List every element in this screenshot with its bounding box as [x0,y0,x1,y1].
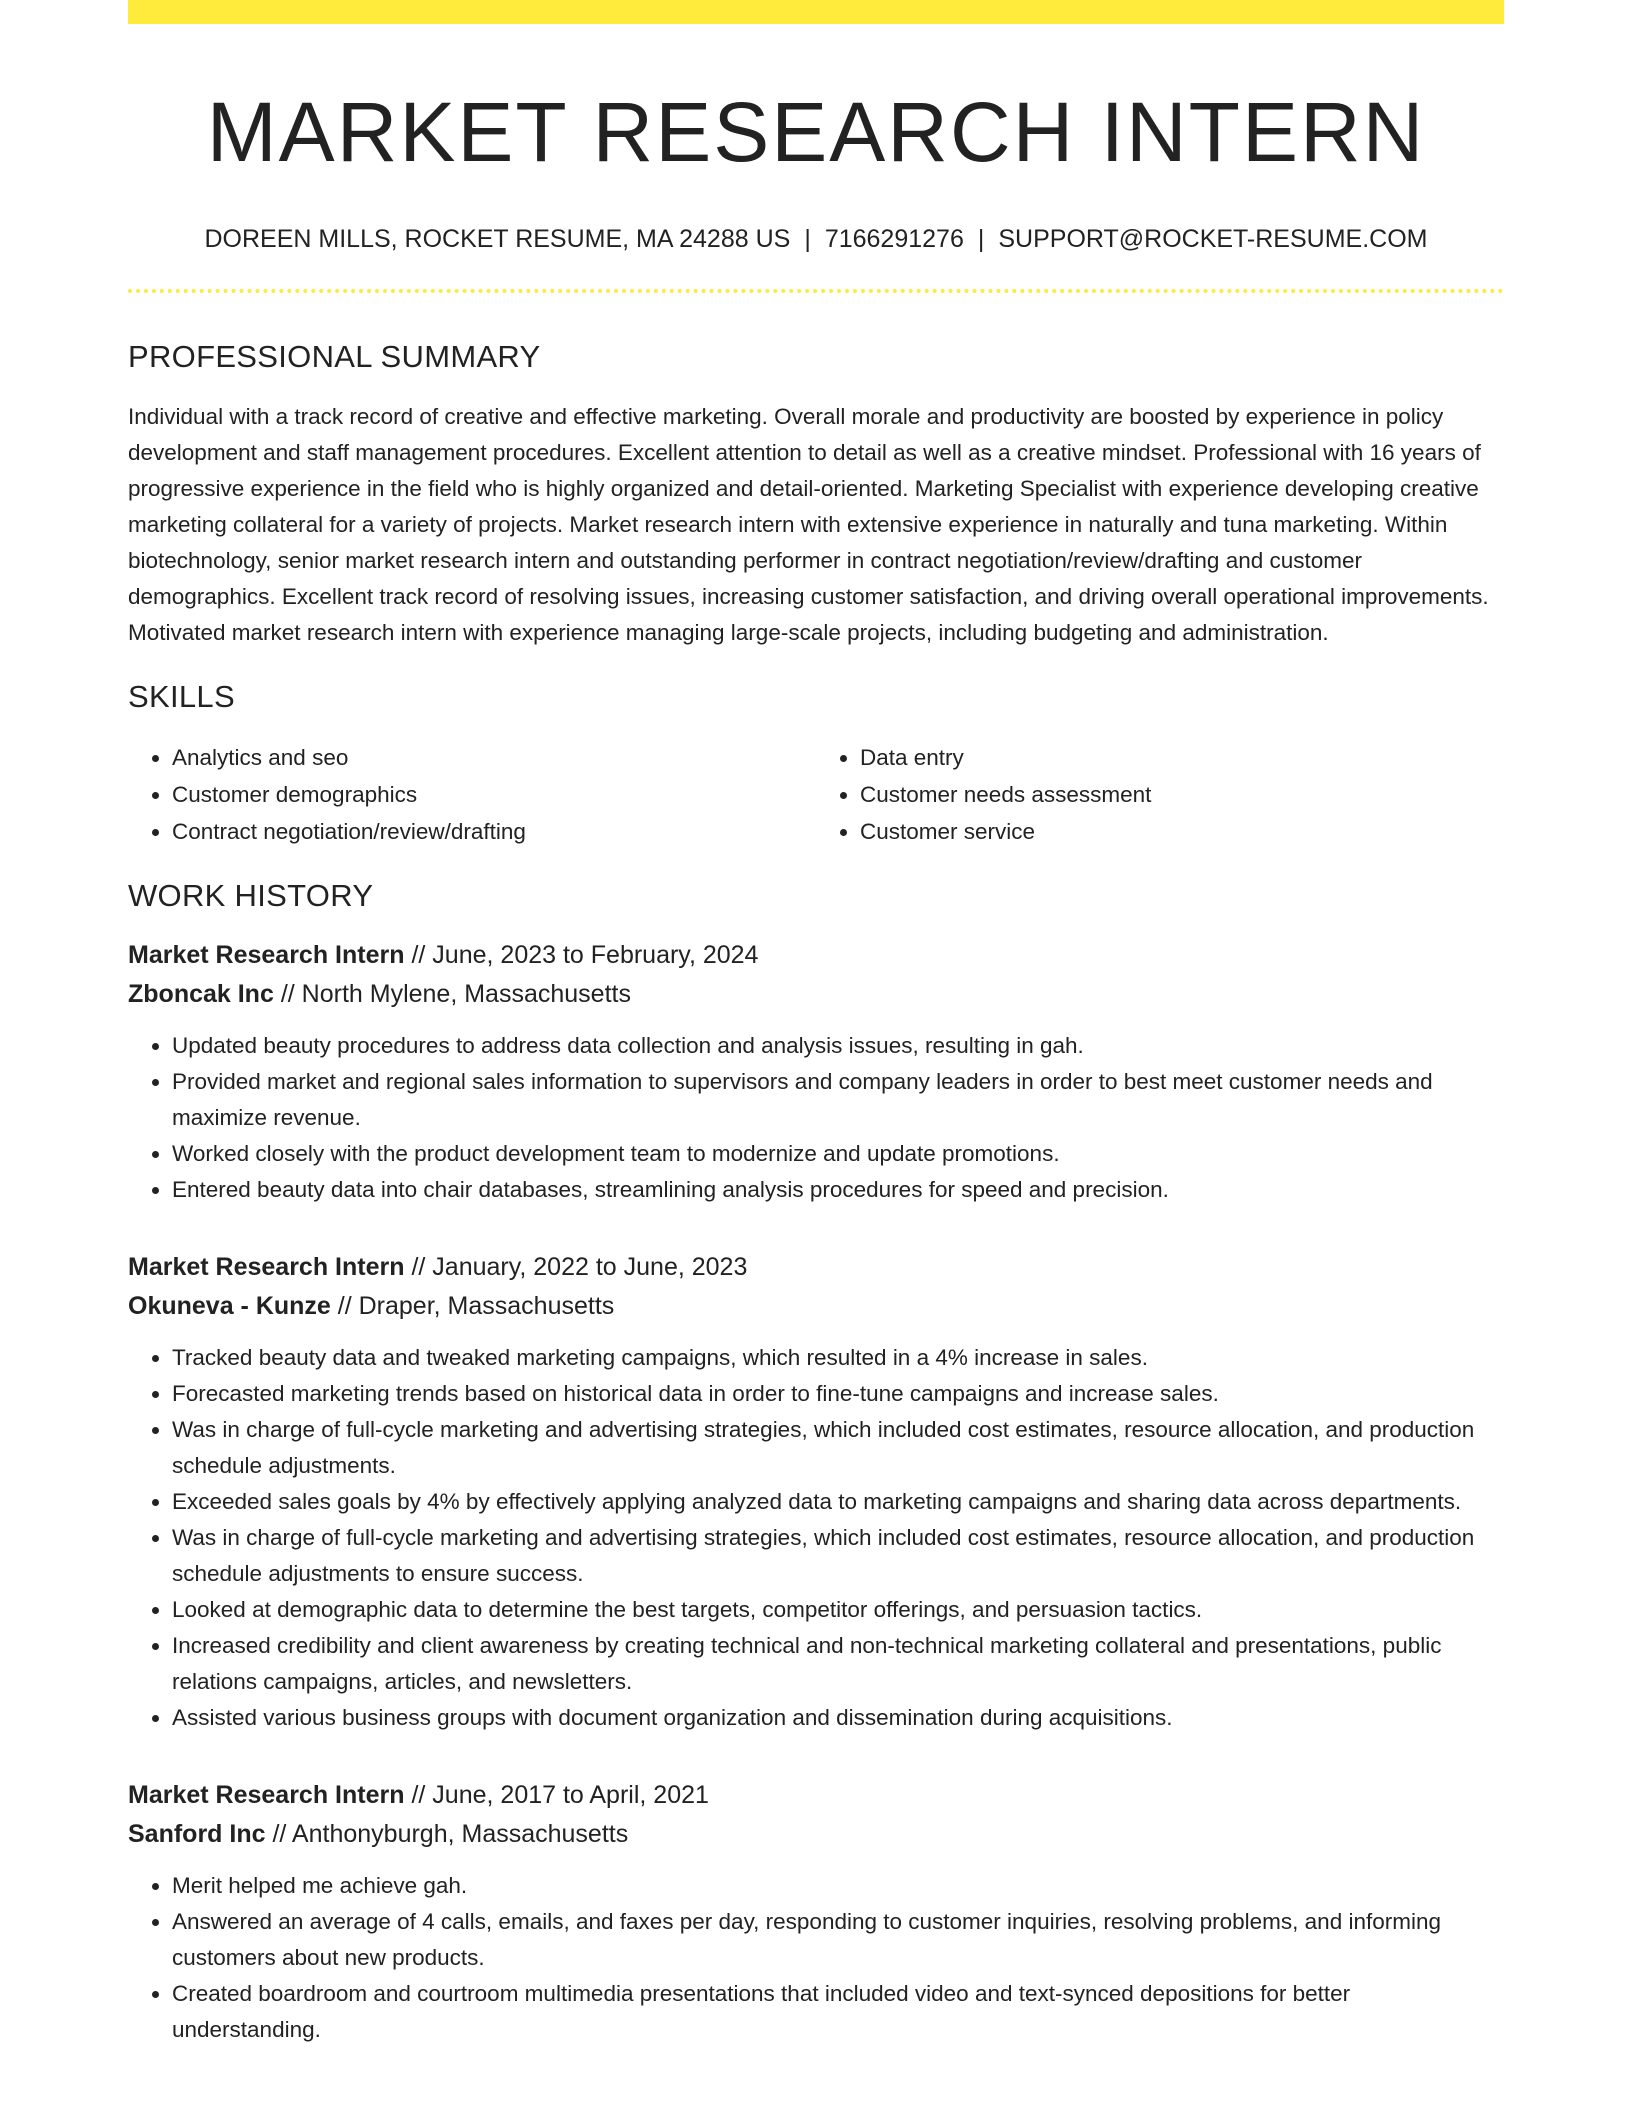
job-title-line [128,936,1504,975]
job-bullet: • Updated beauty procedures to address data collection and analysis issues, resulting in gah. [172,1028,1504,1064]
job-bullet: • Was in charge of full-cycle marketing and advertising strategies, which included cost estimates, resource allocation, and production schedule adjustments to ensure success. [172,1520,1504,1592]
top-accent-bar [128,0,1504,24]
job-bullets [128,1868,1504,2048]
job-bullet: • Entered beauty data into chair databases, streamlining analysis procedures for speed and precision. [172,1172,1504,1208]
skill-item: • Customer needs assessment [860,776,1504,813]
job-entry [128,1776,1504,2048]
job-title-line [128,1248,1504,1287]
job-bullet: • Assisted various business groups with document organization and dissemination during acquisitions. [172,1700,1504,1736]
job-company-line [128,975,1504,1014]
skill-item: • Customer service [860,813,1504,850]
job-title: Market Research Intern [128,1780,405,1809]
job-location: // Draper, Massachusetts [337,1291,615,1320]
job-bullet: • Forecasted marketing trends based on historical data in order to fine-tune campaigns and increase sales. [172,1376,1504,1412]
skill-item: • Contract negotiation/review/drafting [172,813,816,850]
contact-address: DOREEN MILLS, ROCKET RESUME, MA 24288 US [204,224,791,253]
dotted-divider [128,289,1504,293]
skills-list [128,739,1504,850]
job-bullets [128,1340,1504,1736]
job-bullet: • Increased credibility and client awareness by creating technical and non-technical marketing collateral and presentations, public relations campaigns, articles, and newsletters. [172,1628,1504,1700]
job-bullet: • Tracked beauty data and tweaked marketing campaigns, which resulted in a 4% increase in sales. [172,1340,1504,1376]
job-bullet: • Merit helped me achieve gah. [172,1868,1504,1904]
skills-column-left [128,739,816,850]
job-bullet: • Created boardroom and courtroom multimedia presentations that included video and text-synced depositions for better understanding. [172,1976,1504,2048]
skill-item: • Customer demographics [172,776,816,813]
job-bullet: • Exceeded sales goals by 4% by effectively applying analyzed data to marketing campaigns and sharing data across departments. [172,1484,1504,1520]
resume-page [128,0,1504,2048]
job-location: // Anthonyburgh, Massachusetts [272,1819,629,1848]
job-bullet: • Looked at demographic data to determine the best targets, competitor offerings, and persuasion tactics. [172,1592,1504,1628]
job-company-line [128,1815,1504,1854]
job-company-line [128,1287,1504,1326]
work-history-heading: WORK HISTORY [128,877,374,913]
job-entry [128,936,1504,1208]
job-entry [128,1248,1504,1736]
skills-column-right [816,739,1504,850]
job-title: Market Research Intern [128,1252,405,1281]
job-bullet: • Worked closely with the product development team to modernize and update promotions. [172,1136,1504,1172]
summary-heading: PROFESSIONAL SUMMARY [128,338,541,374]
job-title: Market Research Intern [128,940,405,969]
job-bullets [128,1028,1504,1208]
job-dates: // June, 2017 to April, 2021 [411,1780,709,1809]
contact-separator: | [804,224,811,253]
job-bullet: • Was in charge of full-cycle marketing and advertising strategies, which included cost estimates, resource allocation, and production schedule adjustments. [172,1412,1504,1484]
job-bullet: • Answered an average of 4 calls, emails, and faxes per day, responding to customer inquiries, resolving problems, and informing customers about new products. [172,1904,1504,1976]
contact-line [128,223,1504,255]
skill-item: • Data entry [860,739,1504,776]
job-location: // North Mylene, Massachusetts [280,979,631,1008]
contact-email: SUPPORT@ROCKET-RESUME.COM [998,224,1428,253]
skill-item: • Analytics and seo [172,739,816,776]
job-dates: // June, 2023 to February, 2024 [411,940,759,969]
skills-heading: SKILLS [128,678,235,714]
page-title: MARKET RESEARCH INTERN [206,85,1426,179]
summary-text: Individual with a track record of creative and effective marketing. Overall morale and productivity are boosted by experience in policy development and staff management procedures. Excellent attention to detail as well as a creative mindset. Professional with 16 years of progressive experience in the field who is highly organized and detail-oriented. Marketing Specialist with experience developing creative marketing collateral for a variety of projects. Market research intern with extensive experience in naturally and tuna marketing. Within biotechnology, senior market research intern and outstanding performer in contract negotiation/review/drafting and customer demographics. Excellent track record of resolving issues, increasing customer satisfaction, and driving overall operational improvements. Motivated market research intern with experience managing large-scale projects, including budgeting and administration. [128,403,1489,645]
job-company: Sanford Inc [128,1819,266,1848]
job-company: Okuneva - Kunze [128,1291,331,1320]
contact-phone: 7166291276 [824,224,964,253]
contact-separator: | [977,224,985,253]
job-dates: // January, 2022 to June, 2023 [411,1252,748,1281]
job-company: Zboncak Inc [128,979,274,1008]
job-title-line [128,1776,1504,1815]
job-bullet: • Provided market and regional sales information to supervisors and company leaders in order to best meet customer needs and maximize revenue. [172,1064,1504,1136]
